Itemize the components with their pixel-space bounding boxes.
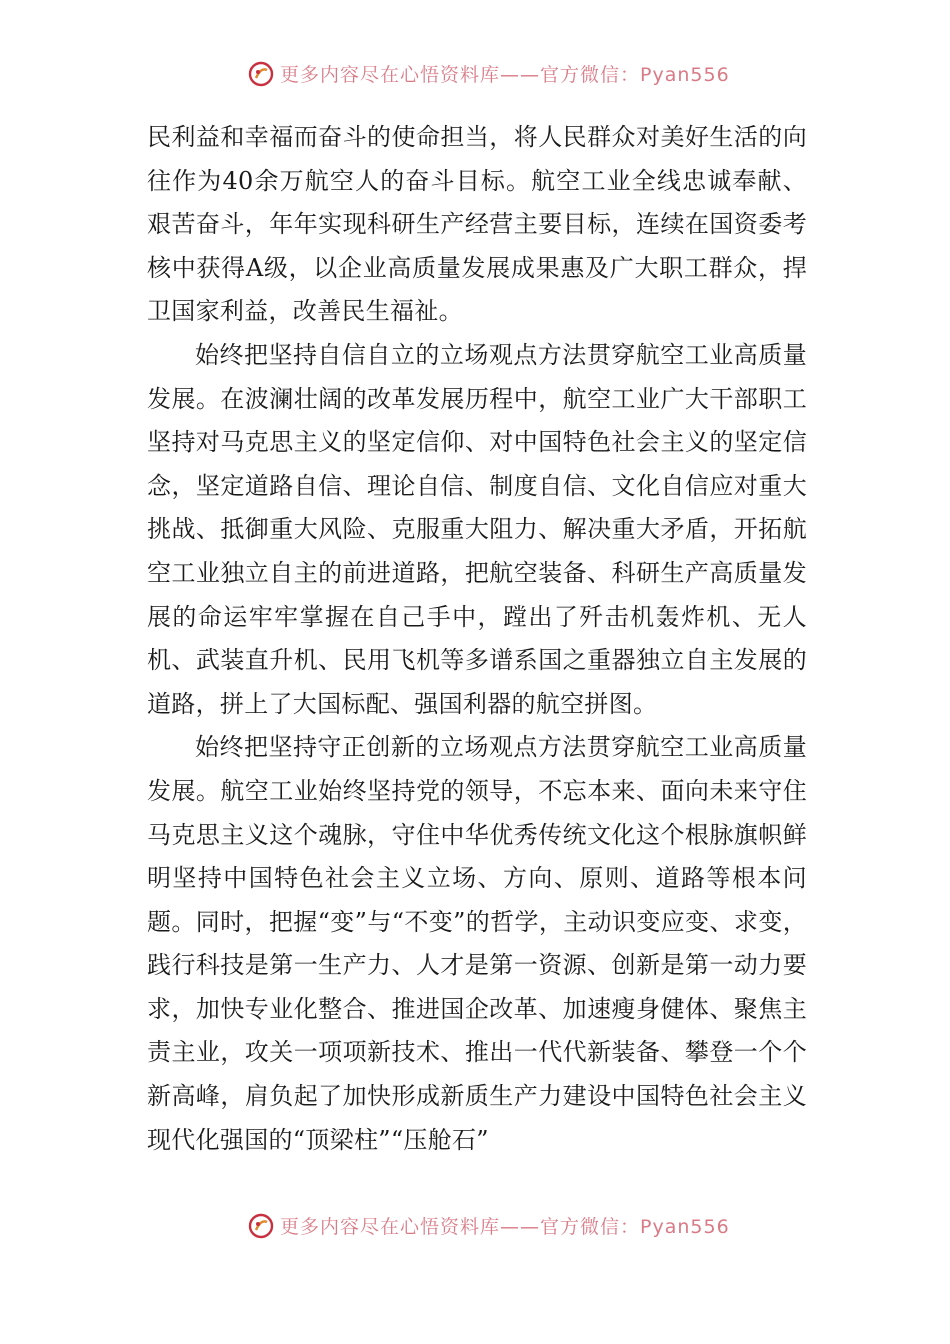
watermark-banner-bottom (0, 1208, 950, 1242)
document-body (147, 116, 807, 1162)
logo-icon (248, 1213, 274, 1239)
logo-icon (248, 61, 274, 87)
paragraph: 始终把坚持守正创新的立场观点方法贯穿航空工业高质量发展。航空工业始终坚持党的领导，不忘本来、面向未来守住马克思主义这个魂脉，守住中华优秀传统文化这个根脉旗帜鲜明坚持中国特色社会主义立场、方向、原则、道路等根本问题。同时，把握“变”与“不变”的哲学，主动识变应变、求变，践行科技是第一生产力、人才是第一资源、创新是第一动力要求，加快专业化整合、推进国企改革、加速瘦身健体、聚焦主责主业，攻关一项项新技术、推出一代代新装备、攀登一个个新高峰，肩负起了加快形成新质生产力建设中国特色社会主义现代化强国的“顶梁柱”“压舱石” (147, 733, 807, 1154)
watermark-banner-top (0, 56, 950, 90)
paragraph: 民利益和幸福而奋斗的使命担当，将人民群众对美好生活的向往作为40余万航空人的奋斗目标。航空工业全线忠诚奉献、艰苦奋斗，年年实现科研生产经营主要目标，连续在国资委考核中获得A级，以企业高质量发展成果惠及广大职工群众，捍卫国家利益，改善民生福祉。 (147, 123, 807, 326)
paragraph: 始终把坚持自信自立的立场观点方法贯穿航空工业高质量发展。在波澜壮阔的改革发展历程中，航空工业广大干部职工坚持对马克思主义的坚定信仰、对中国特色社会主义的坚定信念，坚定道路自信、理论自信、制度自信、文化自信应对重大挑战、抵御重大风险、克服重大阻力、解决重大矛盾，开拓航空工业独立自主的前进道路，把航空装备、科研生产高质量发展的命运牢牢掌握在自己手中，蹚出了歼击机轰炸机、无人机、武装直升机、民用飞机等多谱系国之重器独立自主发展的道路，拼上了大国标配、强国利器的航空拼图。 (147, 340, 807, 718)
watermark-text: 更多内容尽在心悟资料库——官方微信：Pyan556 (280, 64, 730, 86)
watermark-text: 更多内容尽在心悟资料库——官方微信：Pyan556 (280, 1216, 730, 1238)
